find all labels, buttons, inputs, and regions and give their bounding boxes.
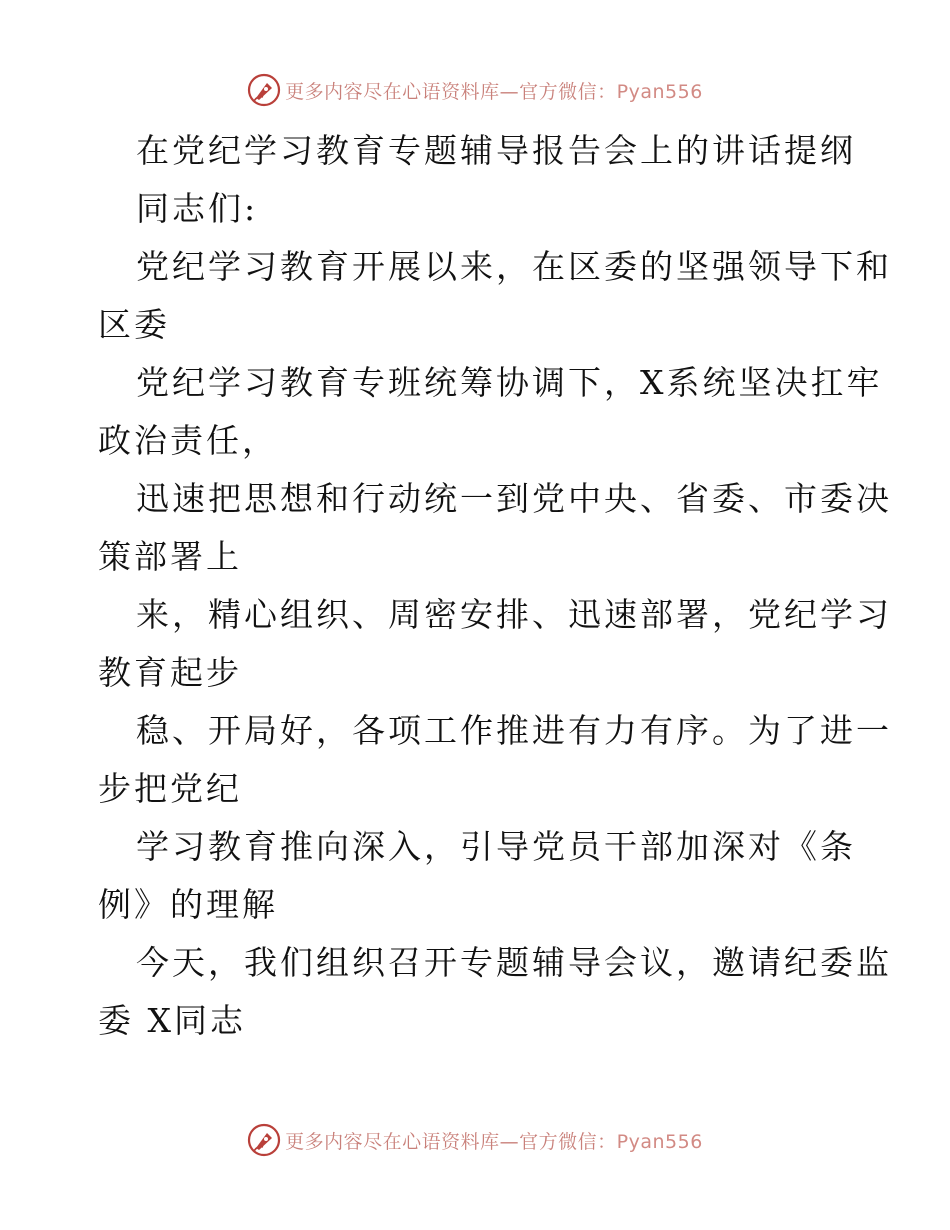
text-line: 党纪学习教育开展以来，在区委的坚强领导下和 — [136, 247, 892, 286]
watermark-text: 更多内容尽在心语资料库—官方微信：Pyan556 — [285, 1130, 703, 1153]
document-body — [98, 122, 892, 1050]
text-line: 稳、开局好，各项工作推进有力有序。为了进一 — [136, 711, 892, 750]
text-line: 同志们: — [136, 189, 259, 228]
text-line: 学习教育推向深入，引导党员干部加深对《条 — [136, 827, 856, 866]
text-line: 区委 — [98, 305, 170, 344]
text-line: 来，精心组织、周密安排、迅速部署，党纪学习 — [136, 595, 892, 634]
text-line: 在党纪学习教育专题辅导报告会上的讲话提纲 — [136, 131, 856, 170]
text-line: 党纪学习教育专班统筹协调下，X系统坚决扛牢 — [136, 363, 883, 402]
pen-nib-logo-icon — [247, 73, 281, 107]
pen-nib-logo-icon — [247, 1123, 281, 1157]
header-watermark — [0, 70, 950, 110]
watermark-text: 更多内容尽在心语资料库—官方微信：Pyan556 — [285, 80, 703, 103]
text-line: 步把党纪 — [98, 769, 242, 808]
text-line: 迅速把思想和行动统一到党中央、省委、市委决 — [136, 479, 892, 518]
text-line: 例》的理解 — [98, 885, 278, 924]
text-line: 今天，我们组织召开专题辅导会议，邀请纪委监 — [136, 943, 892, 982]
text-line: 委 X同志 — [98, 1001, 246, 1040]
text-line: 教育起步 — [98, 653, 242, 692]
text-line: 策部署上 — [98, 537, 242, 576]
footer-watermark — [0, 1120, 950, 1160]
text-line: 政治责任， — [98, 421, 278, 460]
